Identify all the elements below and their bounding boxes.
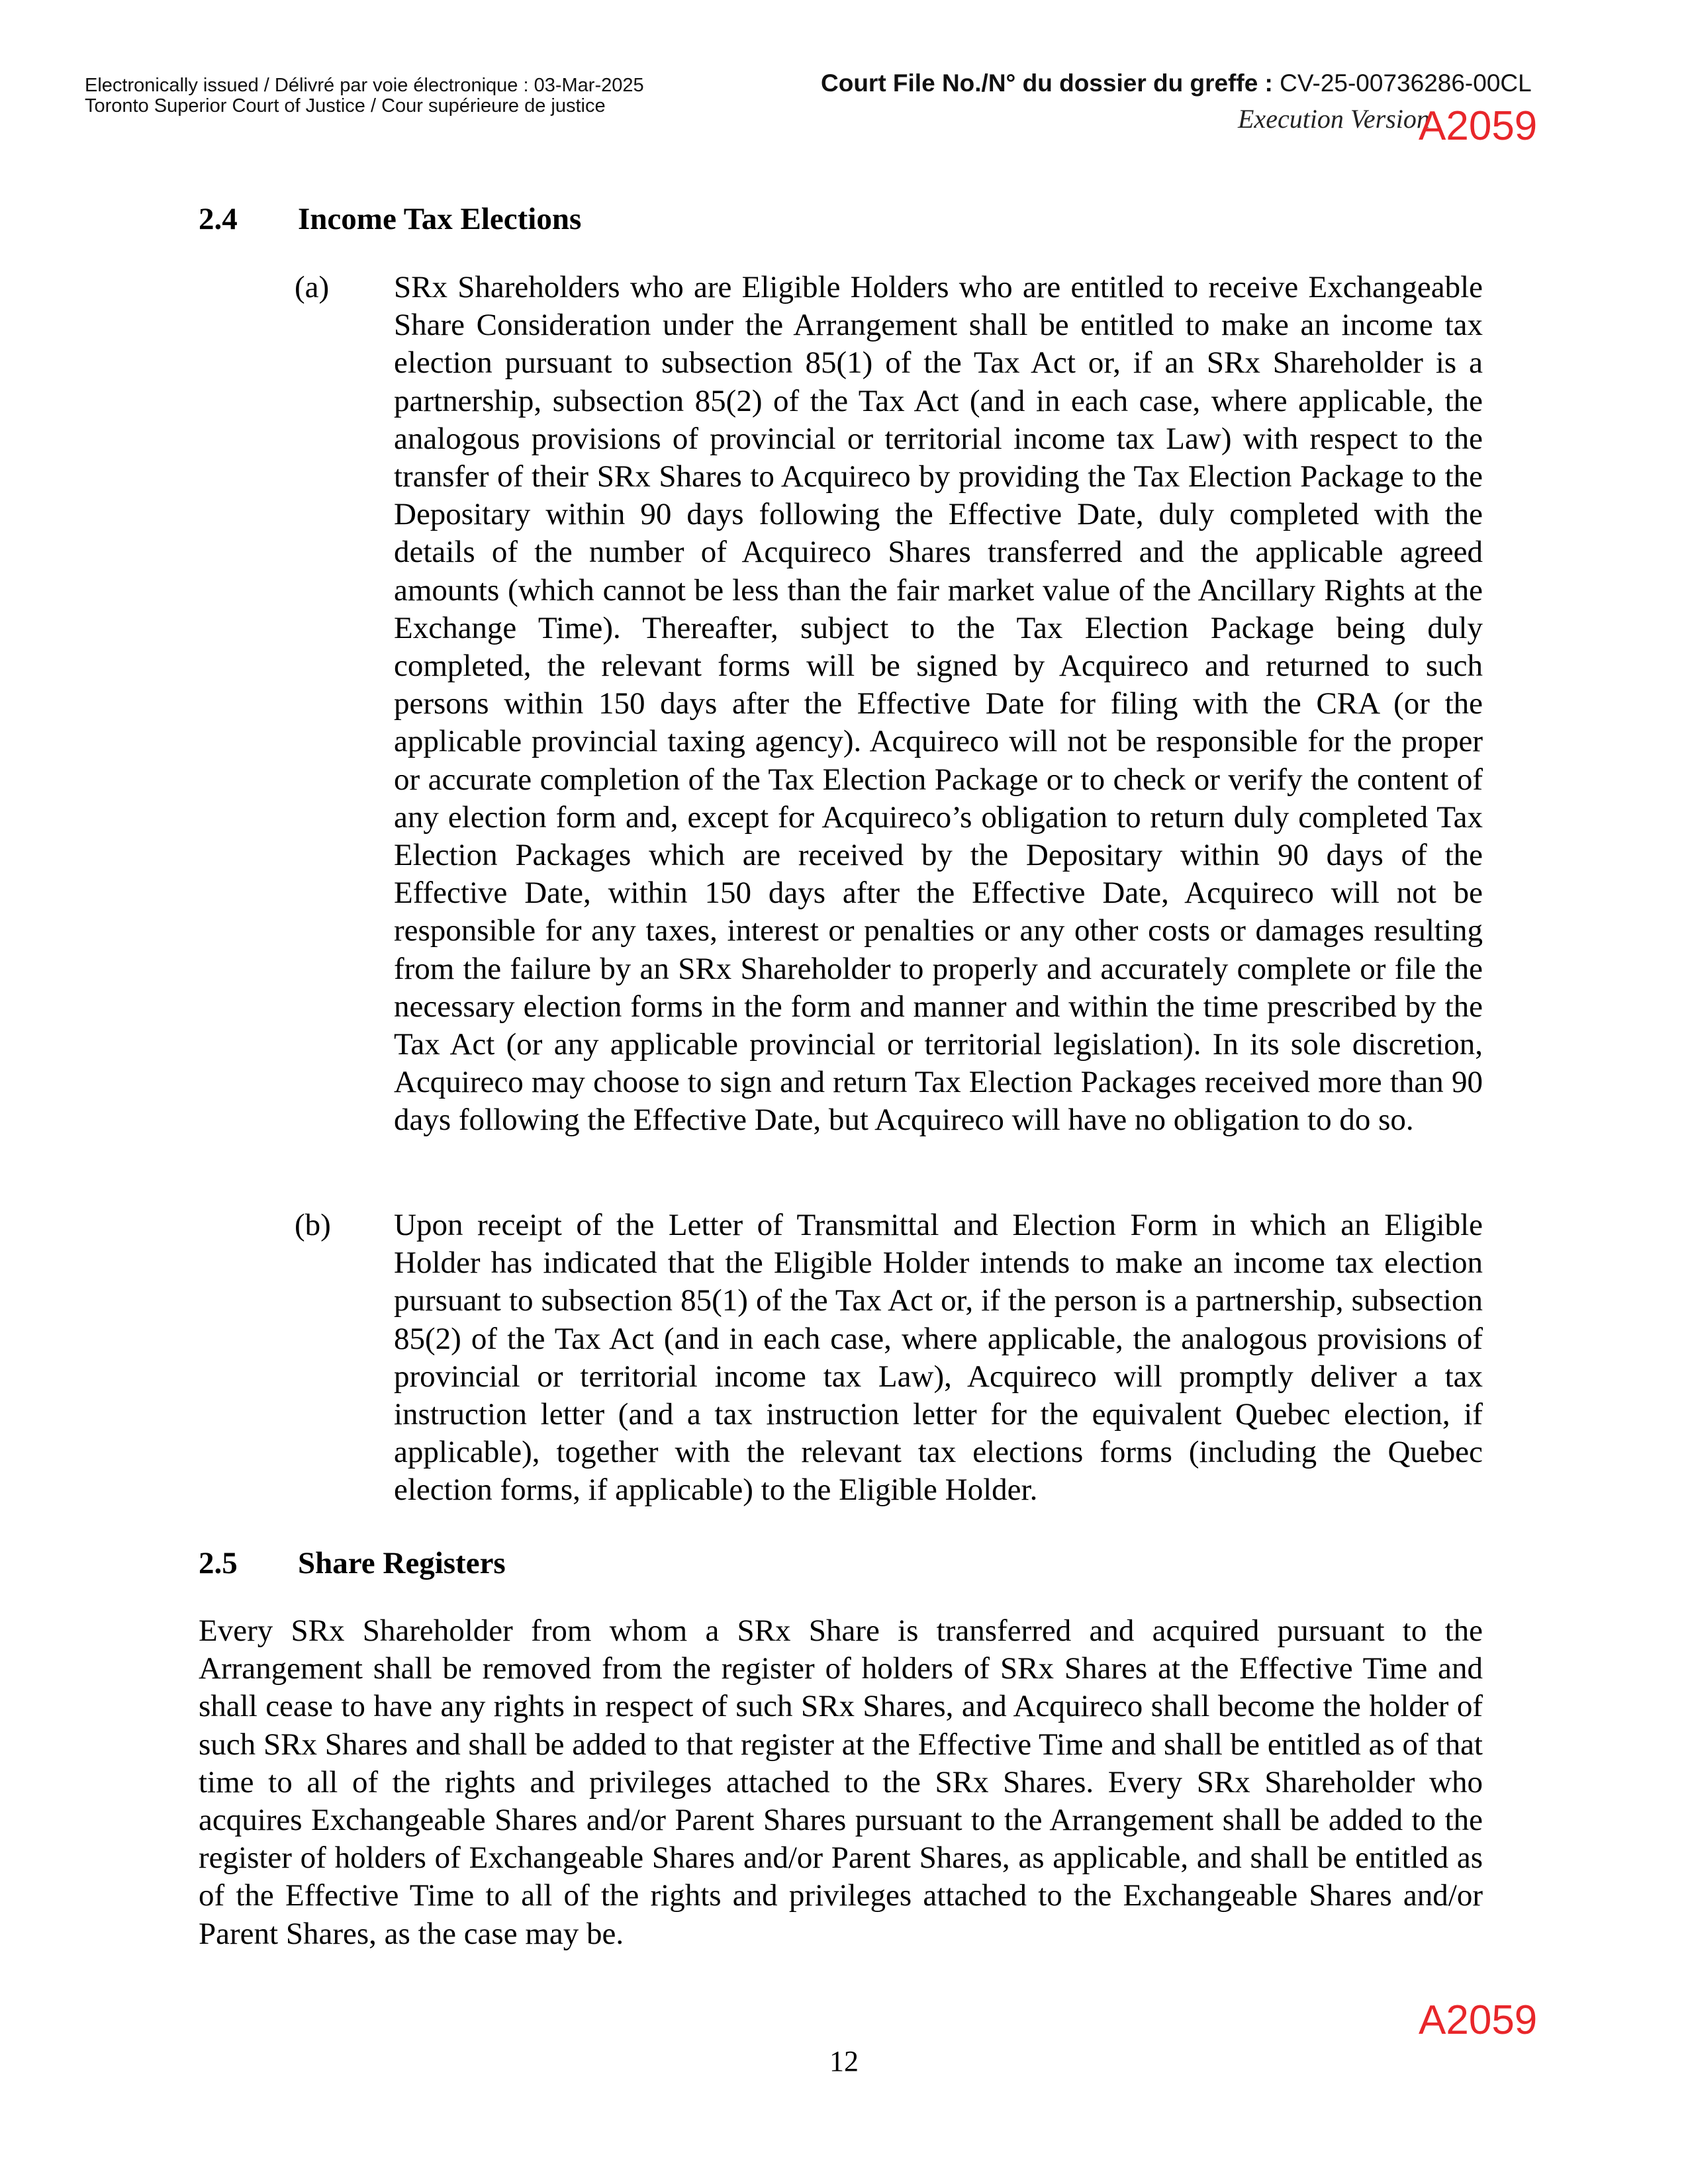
- exhibit-page-mark-top: A2059: [1419, 103, 1538, 149]
- court-file-number: CV-25-00736286-00CL: [1280, 69, 1532, 97]
- stamp-issued-line: Electronically issued / Délivré par voie électronique : 03-Mar-2025: [85, 75, 644, 96]
- section-2-5-paragraph: Every SRx Shareholder from whom a SRx Share is transferred and acquired pursuant to the Arrangement shall be removed from the register of holders of SRx Shares at the Effective Time and shall cease to have any rights in respect of such SRx Shares, and Acquireco shall become the holder of such SRx Shares and shall be added to that register at the Effective Time and shall be entitled as of that time to all of the rights and privileges attached to the SRx Shares. Every SRx Shareholder who acquires Exchangeable Shares and/or Parent Shares pursuant to the Arrangement shall be added to the register of holders of Exchangeable Shares and/or Parent Shares, as applicable, and shall be entitled as of the Effective Time to all of the rights and privileges attached to the Exchangeable Shares and/or Parent Shares, as the case may be.: [199, 1614, 1483, 1951]
- clause-b: [295, 1206, 1483, 1510]
- court-file-number-block: [821, 69, 1532, 98]
- section-2-4-heading: [199, 200, 581, 238]
- section-number: 2.4: [199, 202, 238, 236]
- exhibit-page-mark-bottom: A2059: [1419, 1997, 1538, 2043]
- court-file-label: Court File No./N° du dossier du greffe :: [821, 69, 1273, 97]
- clause-a: [295, 269, 1483, 1140]
- section-number: 2.5: [199, 1546, 238, 1580]
- clause-label: (a): [295, 270, 330, 304]
- section-title: Income Tax Elections: [298, 202, 582, 236]
- page-number: 12: [829, 2045, 859, 2077]
- stamp-court-line: Toronto Superior Court of Justice / Cour supérieure de justice: [85, 95, 606, 116]
- e-filing-stamp: [85, 75, 644, 116]
- clause-label: (b): [295, 1208, 331, 1242]
- clause-text: Upon receipt of the Letter of Transmittal and Election Form in which an Eligible Holder has indicated that the Eligible Holder intends to make an income tax election pursuant to subsection 85(1) of the Tax Act or, if the person is a partnership, subsection 85(2) of the Tax Act (and in each case, where applicable, the analogous provisions of provincial or territorial income tax Law), Acquireco will promptly deliver a tax instruction letter (and a tax instruction letter for the equivalent Quebec election, if applicable), together with the relevant tax elections forms (including the Quebec election forms, if applicable) to the Eligible Holder.: [394, 1208, 1483, 1508]
- section-title: Share Registers: [298, 1546, 506, 1580]
- execution-version-label: Execution Version: [1238, 104, 1430, 134]
- clause-text: SRx Shareholders who are Eligible Holders who are entitled to receive Exchangeable Share Consideration under the Arrangement shall be entitled to make an income tax election pursuant to subsection 85(1) of the Tax Act or, if an SRx Shareholder is a partnership, subsection 85(2) of the Tax Act (and in each case, where applicable, the analogous provisions of provincial or territorial income tax Law) with respect to the transfer of their SRx Shares to Acquireco by providing the Tax Election Package to the Depositary within 90 days following the Effective Date, duly completed with the details of the number of Acquireco Shares transferred and the applicable agreed amounts (which cannot be less than the fair market value of the Ancillary Rights at the Exchange Time). Thereafter, subject to the Tax Election Package being duly completed, the relevant forms will be signed by Acquireco and returned to such persons within 150 days after the Effective Date for filing with the CRA (or the applicable provincial taxing agency). Acquireco will not be responsible for the proper or accurate completion of the Tax Election Package or to check or verify the content of any election form and, except for Acquireco’s obligation to return duly completed Tax Election Packages which are received by the Depositary within 90 days of the Effective Date, within 150 days after the Effective Date, Acquireco will not be responsible for any taxes, interest or penalties or any other costs or damages resulting from the failure by an SRx Shareholder to properly and accurately complete or file the necessary election forms in the form and manner and within the time prescribed by the Tax Act (or any applicable provincial or territorial legislation). In its sole discretion, Acquireco may choose to sign and return Tax Election Packages received more than 90 days following the Effective Date, but Acquireco will have no obligation to do so.: [394, 270, 1483, 1138]
- section-2-5-heading: [199, 1544, 506, 1582]
